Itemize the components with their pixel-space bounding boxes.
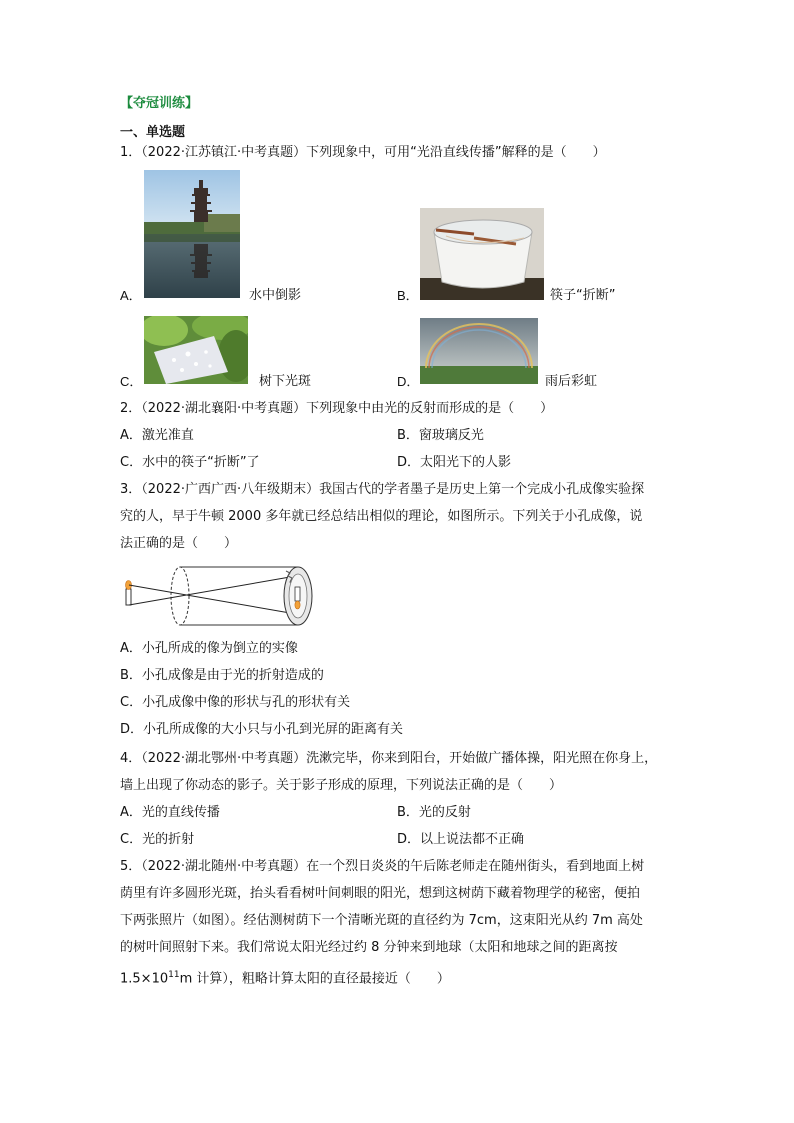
q3-option-c-letter: C． [120, 695, 143, 710]
q1-option-b-letter: B． [397, 288, 419, 303]
q3-option-c-text: 小孔成像中像的形状与孔的形状有关 [142, 695, 351, 710]
question-3-stem-line-1: 3．（2022·广西广西·八年级期末）我国古代的学者墨子是历史上第一个完成小孔成像实验探 [120, 482, 645, 497]
q1-option-c-letter: C． [120, 374, 143, 389]
q4-option-d-text: 以上说法都不正确 [420, 832, 525, 847]
section-tag: 【夺冠训练】 [120, 96, 199, 111]
q3-option-d [120, 721, 403, 739]
q2-option-d [397, 454, 511, 472]
q1-option-c-text: 树下光斑 [259, 374, 312, 389]
rainbow-image [420, 318, 538, 384]
q2-option-a-text: 激光准直 [141, 428, 194, 443]
question-4-stem-line-1: 4．（2022·湖北鄂州·中考真题）洗漱完毕，你来到阳台，开始做广播体操，阳光照在你身上， [120, 751, 658, 766]
question-5-stem-line-3: 下两张照片（如图）。经估测树荫下一个清晰光斑的直径约为 7cm，这束阳光从约 7m 高处 [120, 913, 643, 928]
q2-option-c-text: 水中的筷子“折断”了 [142, 455, 260, 470]
question-3-stem-line-3: 法正确的是（ ） [120, 536, 238, 551]
q1-option-a-letter: A． [120, 288, 142, 303]
chopstick-bowl-image [420, 208, 544, 300]
question-1-stem: 1．（2022·江苏镇江·中考真题）下列现象中，可用“光沿直线传播”解释的是（ ） [120, 145, 606, 160]
q2-option-b-letter: B． [397, 428, 419, 443]
question-2-stem: 2．（2022·湖北襄阳·中考真题）下列现象中由光的反射而形成的是（ ） [120, 401, 554, 416]
q3-option-a-text: 小孔所成的像为倒立的实像 [141, 641, 298, 656]
q1-option-d-text: 雨后彩虹 [545, 374, 598, 389]
q3-option-a [120, 640, 298, 658]
q4-option-c [120, 831, 194, 849]
q4-option-c-text: 光的折射 [142, 832, 195, 847]
question-5-stem-line-4: 的树叶间照射下来。我们常说太阳光经过约 8 分钟来到地球（太阳和地球之间的距离按 [120, 940, 618, 955]
q4-option-d-letter: D． [397, 832, 421, 847]
q3-option-d-letter: D． [120, 722, 144, 737]
question-5-stem-line-5 [120, 966, 450, 988]
q2-option-c [120, 454, 260, 472]
distance-exponent: 11 [168, 970, 180, 980]
q4-option-b-letter: B． [397, 805, 419, 820]
q2-option-d-text: 太阳光下的人影 [420, 455, 512, 470]
question-5-stem-line-2: 荫里有许多圆形光斑，抬头看看树叶间刺眼的阳光，想到这树荫下藏着物理学的秘密，便拍 [120, 886, 641, 901]
q4-option-c-letter: C． [120, 832, 143, 847]
q2-option-a [120, 427, 194, 445]
q4-option-a-text: 光的直线传播 [141, 805, 220, 820]
question-5-stem-line-1: 5．（2022·湖北随州·中考真题）在一个烈日炎炎的午后陈老师走在随州街头，看到地面上树 [120, 859, 645, 874]
q4-option-a-letter: A． [120, 805, 142, 820]
q2-option-a-letter: A． [120, 428, 142, 443]
q3-option-a-letter: A． [120, 641, 142, 656]
q3-option-b-text: 小孔成像是由于光的折射造成的 [141, 668, 324, 683]
q2-option-d-letter: D． [397, 455, 421, 470]
q3-option-b [120, 667, 324, 685]
q3-option-c [120, 694, 350, 712]
q4-option-b [397, 804, 471, 822]
section-title: 一、单选题 [120, 125, 186, 140]
q2-option-b [397, 427, 484, 445]
q1-option-b-text: 筷子“折断” [550, 288, 616, 303]
q3-option-d-text: 小孔所成像的大小只与小孔到光屏的距离有关 [143, 722, 404, 737]
q1-option-d-letter: D． [397, 374, 420, 389]
q4-option-b-text: 光的反射 [418, 805, 471, 820]
q1-option-a-text: 水中倒影 [249, 288, 302, 303]
pagoda-reflection-image [144, 170, 240, 298]
distance-value: 1.5×10 [120, 971, 169, 987]
q4-option-d [397, 831, 524, 849]
q2-option-b-text: 窗玻璃反光 [418, 428, 484, 443]
q3-option-b-letter: B． [120, 668, 142, 683]
question-3-stem-line-2: 究的人，早于牛顿 2000 多年就已经总结出相似的理论，如图所示。下列关于小孔成像，说 [120, 509, 643, 524]
q2-option-c-letter: C． [120, 455, 143, 470]
question-5-tail: m 计算），粗略计算太阳的直径最接近（ ） [179, 971, 450, 987]
pinhole-camera-diagram [120, 563, 320, 629]
question-4-stem-line-2: 墙上出现了你动态的影子。关于影子形成的原理，下列说法正确的是（ ） [120, 778, 563, 793]
q4-option-a [120, 804, 220, 822]
light-spots-image [144, 316, 248, 384]
